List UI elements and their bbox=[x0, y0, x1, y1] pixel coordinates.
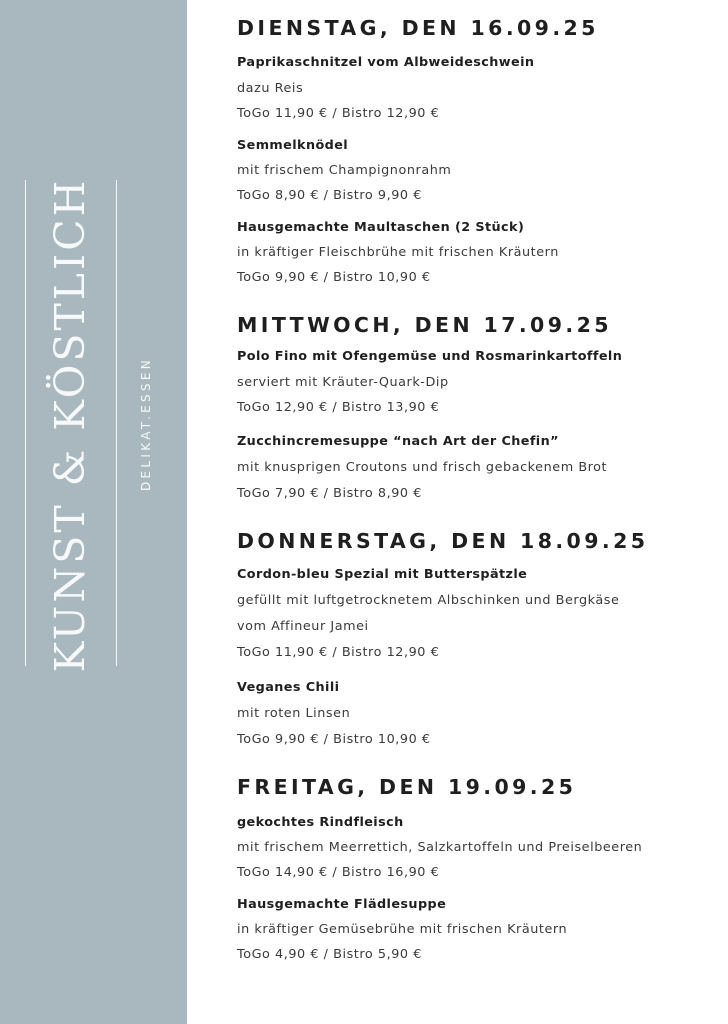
dish-description: mit roten Linsen bbox=[237, 706, 351, 721]
dish-price: ToGo 11,90 € / Bistro 12,90 € bbox=[237, 106, 440, 121]
dish-price: ToGo 8,90 € / Bistro 9,90 € bbox=[237, 188, 422, 203]
sidebar-divider-left bbox=[25, 180, 26, 666]
dish-description: dazu Reis bbox=[237, 81, 304, 96]
dish-description: in kräftiger Fleischbrühe mit frischen Kräutern bbox=[237, 245, 559, 260]
brand-tagline: DELIKAT.ESSEN bbox=[139, 357, 153, 491]
day-heading-wednesday: MITTWOCH, DEN 17.09.25 bbox=[237, 313, 612, 337]
dish-price: ToGo 14,90 € / Bistro 16,90 € bbox=[237, 865, 440, 880]
dish-name: Hausgemachte Maultaschen (2 Stück) bbox=[237, 220, 525, 235]
dish-name: Polo Fino mit Ofengemüse und Rosmarinkartoffeln bbox=[237, 349, 623, 364]
dish-name: gekochtes Rindfleisch bbox=[237, 815, 404, 830]
dish-description: mit frischem Meerrettich, Salzkartoffeln und Preiselbeeren bbox=[237, 840, 643, 855]
dish-name: Semmelknödel bbox=[237, 138, 349, 153]
dish-description: serviert mit Kräuter-Quark-Dip bbox=[237, 375, 449, 390]
dish-description: gefüllt mit luftgetrocknetem Albschinken und Bergkäse bbox=[237, 593, 620, 608]
dish-name: Cordon-bleu Spezial mit Butterspätzle bbox=[237, 567, 528, 582]
dish-description: in kräftiger Gemüsebrühe mit frischen Kräutern bbox=[237, 922, 568, 937]
day-heading-friday: FREITAG, DEN 19.09.25 bbox=[237, 775, 577, 799]
brand-sidebar bbox=[0, 0, 187, 1024]
dish-price: ToGo 11,90 € / Bistro 12,90 € bbox=[237, 645, 440, 660]
day-heading-tuesday: DIENSTAG, DEN 16.09.25 bbox=[237, 16, 599, 40]
dish-price: ToGo 9,90 € / Bistro 10,90 € bbox=[237, 270, 431, 285]
dish-name: Veganes Chili bbox=[237, 680, 340, 695]
dish-description: vom Affineur Jamei bbox=[237, 619, 369, 634]
dish-price: ToGo 9,90 € / Bistro 10,90 € bbox=[237, 732, 431, 747]
dish-description: mit frischem Champignonrahm bbox=[237, 163, 452, 178]
dish-name: Hausgemachte Flädlesuppe bbox=[237, 897, 447, 912]
brand-name: KUNST & KÖSTLICH bbox=[46, 177, 94, 673]
dish-name: Zucchincremesuppe “nach Art der Chefin” bbox=[237, 434, 559, 449]
sidebar-divider-right bbox=[116, 180, 117, 666]
dish-price: ToGo 4,90 € / Bistro 5,90 € bbox=[237, 947, 422, 962]
dish-price: ToGo 12,90 € / Bistro 13,90 € bbox=[237, 400, 440, 415]
dish-name: Paprikaschnitzel vom Albweideschwein bbox=[237, 55, 535, 70]
dish-description: mit knusprigen Croutons und frisch gebackenem Brot bbox=[237, 460, 608, 475]
dish-price: ToGo 7,90 € / Bistro 8,90 € bbox=[237, 486, 422, 501]
day-heading-thursday: DONNERSTAG, DEN 18.09.25 bbox=[237, 529, 649, 553]
